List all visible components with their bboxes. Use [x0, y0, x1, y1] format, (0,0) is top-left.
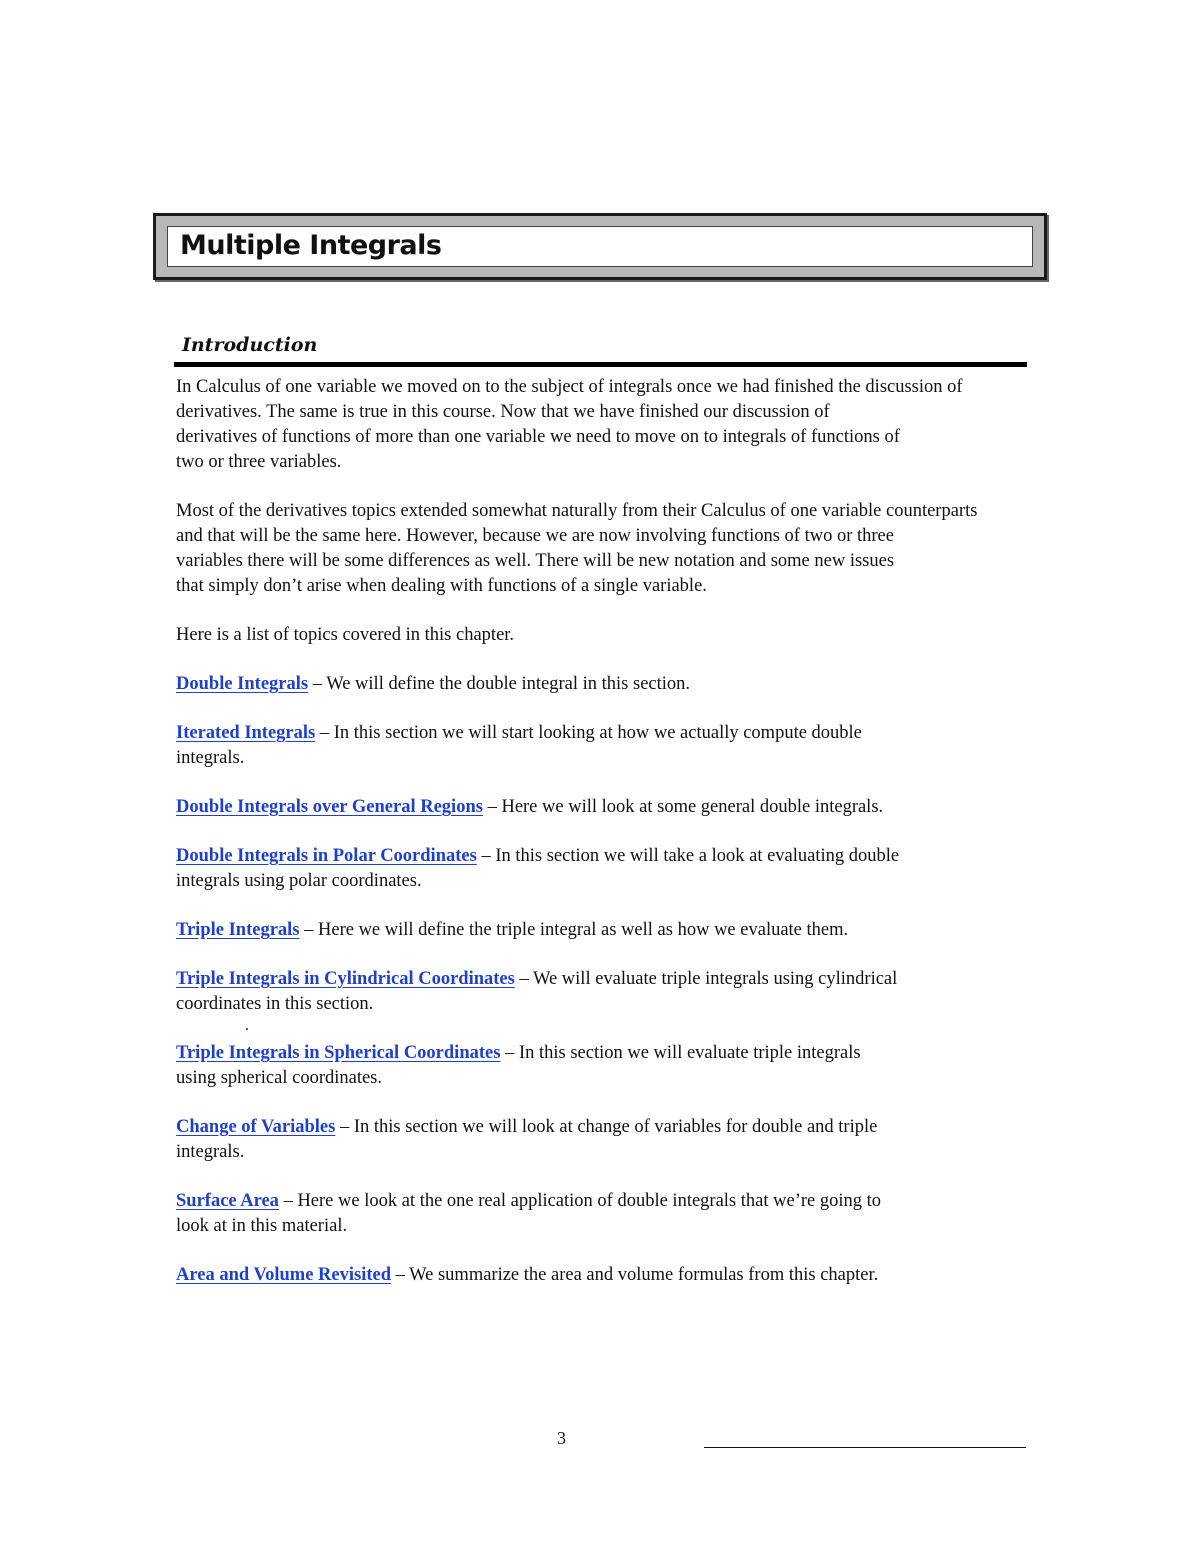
topic-description: – In this section we will evaluate triple integrals — [500, 1043, 861, 1063]
stray-mark: . — [245, 1017, 249, 1034]
topic-description-continued: look at in this material. — [176, 1216, 348, 1236]
topic-triple-integrals-spherical — [176, 1041, 1121, 1091]
topic-description: – In this section we will start looking at how we actually compute double — [315, 723, 862, 743]
paragraph-line: two or three variables. — [176, 452, 342, 472]
topic-description-continued: coordinates in this section. — [176, 994, 374, 1014]
page-number: 3 — [557, 1428, 566, 1448]
link-area-and-volume-revisited[interactable]: Area and Volume Revisited — [176, 1265, 391, 1285]
topic-line — [176, 1041, 1121, 1066]
topic-description: – Here we will look at some general double integrals. — [482, 797, 884, 817]
topic-description-continued: integrals using polar coordinates. — [176, 871, 422, 891]
heading-rule — [174, 362, 1027, 367]
link-iterated-integrals[interactable]: Iterated Integrals — [176, 723, 316, 743]
intro-paragraph-2 — [176, 499, 1121, 599]
topic-line — [176, 795, 1121, 820]
topic-line — [176, 967, 1121, 992]
topic-change-of-variables — [176, 1115, 1121, 1165]
paragraph-line: In Calculus of one variable we moved on to the subject of integrals once we had finished the discussion of — [176, 377, 963, 397]
intro-paragraph-1 — [176, 375, 1121, 475]
paragraph-line: that simply don’t arise when dealing with functions of a single variable. — [176, 576, 707, 596]
link-triple-integrals-cylindrical[interactable]: Triple Integrals in Cylindrical Coordinates — [176, 969, 515, 989]
topic-description-continued: integrals. — [176, 1142, 245, 1162]
paragraph-line: Here is a list of topics covered in this chapter. — [176, 625, 515, 645]
chapter-title-panel — [167, 226, 1033, 267]
paragraph-line: derivatives of functions of more than one variable we need to move on to integrals of functions of — [176, 427, 900, 447]
chapter-title: Multiple Integrals — [180, 230, 442, 261]
link-surface-area[interactable]: Surface Area — [176, 1191, 279, 1211]
topic-triple-integrals-cylindrical — [176, 967, 1121, 1017]
chapter-title-box — [153, 213, 1047, 280]
intro-paragraph-3 — [176, 623, 1121, 648]
topic-line — [176, 918, 1121, 943]
link-double-integrals-polar[interactable]: Double Integrals in Polar Coordinates — [176, 846, 477, 866]
link-double-integrals[interactable]: Double Integrals — [176, 674, 309, 694]
topic-description: – Here we look at the one real application of double integrals that we’re going to — [278, 1191, 882, 1211]
topic-description: – In this section we will take a look at evaluating double — [476, 846, 900, 866]
topic-description: – In this section we will look at change of variables for double and triple — [335, 1117, 878, 1137]
topic-description-continued: using spherical coordinates. — [176, 1068, 383, 1088]
topic-description-continued: integrals. — [176, 748, 245, 768]
paragraph-line: derivatives. The same is true in this course. Now that we have finished our discussion of — [176, 402, 830, 422]
topic-iterated-integrals — [176, 721, 1121, 771]
topic-line — [176, 1263, 1121, 1288]
section-heading: Introduction — [182, 334, 318, 356]
topic-line — [176, 672, 1121, 697]
link-triple-integrals[interactable]: Triple Integrals — [176, 920, 300, 940]
topic-line — [176, 1189, 1121, 1214]
link-triple-integrals-spherical[interactable]: Triple Integrals in Spherical Coordinates — [176, 1043, 501, 1063]
topic-double-integrals — [176, 672, 1121, 697]
topic-triple-integrals — [176, 918, 1121, 943]
topic-description: – We summarize the area and volume formulas from this chapter. — [391, 1265, 879, 1285]
footer-rule — [704, 1447, 1026, 1448]
paragraph-line: and that will be the same here. However, because we are now involving functions of two or three — [176, 526, 894, 546]
chapter-content — [176, 375, 1121, 1312]
topic-description: – Here we will define the triple integral as well as how we evaluate them. — [299, 920, 849, 940]
topic-description: – We will define the double integral in this section. — [308, 674, 691, 694]
topic-line — [176, 721, 1121, 746]
link-change-of-variables[interactable]: Change of Variables — [176, 1117, 336, 1137]
topic-line — [176, 844, 1121, 869]
topic-double-integrals-polar — [176, 844, 1121, 894]
link-double-integrals-general-regions[interactable]: Double Integrals over General Regions — [176, 797, 483, 817]
topic-description: – We will evaluate triple integrals using cylindrical — [514, 969, 898, 989]
topic-line — [176, 1115, 1121, 1140]
paragraph-line: variables there will be some differences as well. There will be new notation and some new issues — [176, 551, 895, 571]
topic-surface-area — [176, 1189, 1121, 1239]
topic-double-integrals-general-regions — [176, 795, 1121, 820]
topic-area-and-volume-revisited — [176, 1263, 1121, 1288]
paragraph-line: Most of the derivatives topics extended somewhat naturally from their Calculus of one variable counterparts — [176, 501, 978, 521]
